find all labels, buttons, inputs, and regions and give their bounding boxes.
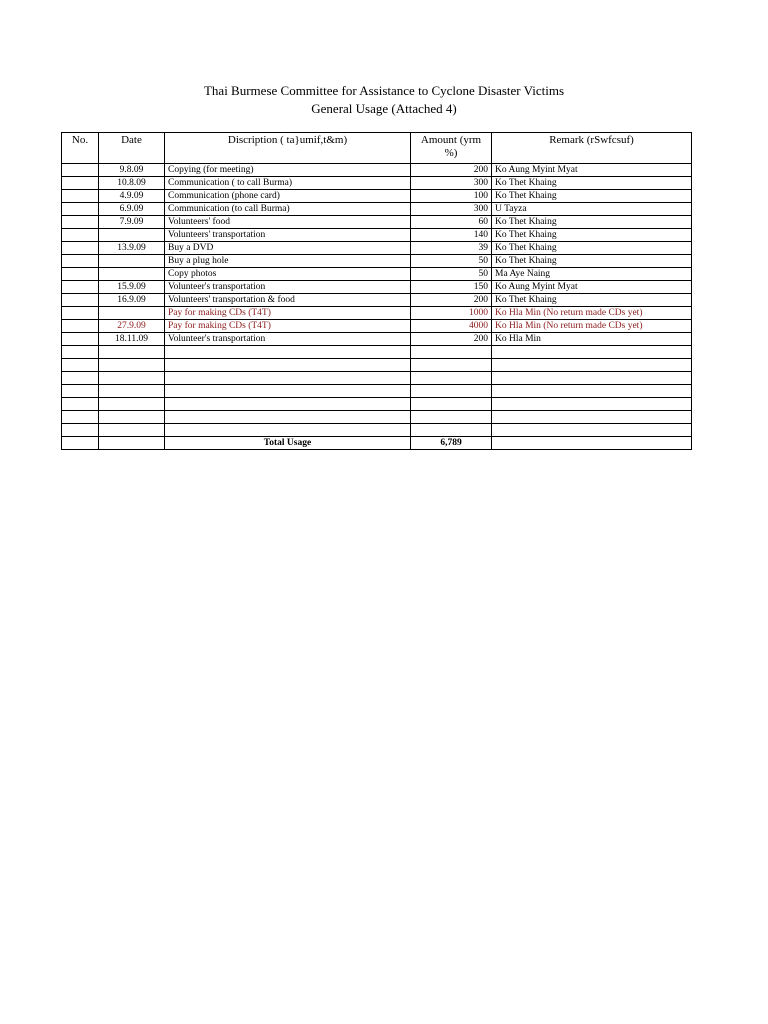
cell-description: Communication (phone card) — [165, 190, 411, 203]
cell-description: Communication ( to call Burma) — [165, 177, 411, 190]
cell-no — [62, 190, 99, 203]
cell-no — [62, 268, 99, 281]
cell-date — [99, 411, 165, 424]
table-row — [62, 229, 692, 242]
cell-no — [62, 333, 99, 346]
table-row — [62, 424, 692, 437]
cell-date — [99, 255, 165, 268]
cell-description: Pay for making CDs (T4T) — [165, 320, 411, 333]
cell-remark: Ko Thet Khaing — [492, 216, 692, 229]
cell-description — [165, 424, 411, 437]
cell-amount: 4000 — [411, 320, 492, 333]
cell-description: Copying (for meeting) — [165, 164, 411, 177]
cell-amount — [411, 346, 492, 359]
cell-no — [62, 372, 99, 385]
cell-date — [99, 268, 165, 281]
cell-amount — [411, 398, 492, 411]
cell-amount: 50 — [411, 268, 492, 281]
cell-amount — [411, 411, 492, 424]
cell-amount: 100 — [411, 190, 492, 203]
table-row — [62, 177, 692, 190]
total-remark-cell — [492, 437, 692, 450]
cell-amount — [411, 385, 492, 398]
cell-remark — [492, 385, 692, 398]
cell-no — [62, 398, 99, 411]
cell-remark — [492, 359, 692, 372]
cell-remark: Ko Hla Min — [492, 333, 692, 346]
cell-amount — [411, 372, 492, 385]
total-row — [62, 437, 692, 450]
column-header-no: No. — [62, 133, 99, 164]
cell-remark — [492, 346, 692, 359]
cell-description: Volunteers' transportation & food — [165, 294, 411, 307]
table-row — [62, 216, 692, 229]
cell-description: Volunteer's transportation — [165, 281, 411, 294]
cell-date: 7.9.09 — [99, 216, 165, 229]
cell-amount: 140 — [411, 229, 492, 242]
cell-no — [62, 307, 99, 320]
cell-no — [62, 359, 99, 372]
cell-no — [62, 255, 99, 268]
cell-no — [62, 411, 99, 424]
cell-date: 10.8.09 — [99, 177, 165, 190]
total-no-cell — [62, 437, 99, 450]
cell-amount: 300 — [411, 177, 492, 190]
cell-amount: 200 — [411, 294, 492, 307]
column-header-remark: Remark (rSwfcsuf) — [492, 133, 692, 164]
cell-description: Volunteer's transportation — [165, 333, 411, 346]
cell-no — [62, 177, 99, 190]
total-label: Total Usage — [165, 437, 411, 450]
table-row — [62, 398, 692, 411]
cell-no — [62, 385, 99, 398]
cell-date — [99, 424, 165, 437]
cell-remark — [492, 411, 692, 424]
cell-remark: Ko Hla Min (No return made CDs yet) — [492, 307, 692, 320]
cell-remark: Ko Thet Khaing — [492, 229, 692, 242]
document-subtitle: General Usage (Attached 4) — [311, 101, 457, 116]
cell-description — [165, 359, 411, 372]
cell-remark: Ko Thet Khaing — [492, 190, 692, 203]
table-row — [62, 333, 692, 346]
cell-date: 16.9.09 — [99, 294, 165, 307]
cell-description: Pay for making CDs (T4T) — [165, 307, 411, 320]
cell-date — [99, 385, 165, 398]
cell-date: 18.11.09 — [99, 333, 165, 346]
table-row — [62, 359, 692, 372]
table-row — [62, 294, 692, 307]
cell-no — [62, 424, 99, 437]
cell-no — [62, 242, 99, 255]
cell-amount: 39 — [411, 242, 492, 255]
cell-no — [62, 320, 99, 333]
cell-description: Communication (to call Burma) — [165, 203, 411, 216]
cell-date — [99, 359, 165, 372]
cell-remark — [492, 424, 692, 437]
cell-amount: 200 — [411, 164, 492, 177]
cell-no — [62, 164, 99, 177]
total-date-cell — [99, 437, 165, 450]
table-row — [62, 268, 692, 281]
cell-date: 15.9.09 — [99, 281, 165, 294]
table-header-row — [62, 133, 692, 164]
cell-date — [99, 346, 165, 359]
column-header-amount: Amount (yrm %) — [411, 133, 492, 164]
table-row — [62, 346, 692, 359]
cell-amount: 300 — [411, 203, 492, 216]
cell-amount: 1000 — [411, 307, 492, 320]
cell-description: Volunteers' food — [165, 216, 411, 229]
cell-description — [165, 346, 411, 359]
cell-amount: 50 — [411, 255, 492, 268]
document-header — [0, 82, 768, 118]
cell-no — [62, 203, 99, 216]
cell-remark: Ko Aung Myint Myat — [492, 281, 692, 294]
cell-remark: Ko Aung Myint Myat — [492, 164, 692, 177]
cell-no — [62, 229, 99, 242]
cell-remark: U Tayza — [492, 203, 692, 216]
table-row — [62, 320, 692, 333]
table-row — [62, 242, 692, 255]
cell-date: 9.8.09 — [99, 164, 165, 177]
cell-date: 13.9.09 — [99, 242, 165, 255]
document-title: Thai Burmese Committee for Assistance to Cyclone Disaster Victims — [203, 83, 565, 98]
table-row — [62, 190, 692, 203]
column-header-description: Discription ( ta}umif,t&m) — [165, 133, 411, 164]
cell-date: 27.9.09 — [99, 320, 165, 333]
table-row — [62, 411, 692, 424]
total-amount: 6,789 — [411, 437, 492, 450]
column-header-date: Date — [99, 133, 165, 164]
cell-amount: 200 — [411, 333, 492, 346]
cell-date — [99, 372, 165, 385]
cell-remark: Ko Thet Khaing — [492, 294, 692, 307]
usage-table — [61, 132, 692, 450]
cell-no — [62, 346, 99, 359]
cell-remark — [492, 398, 692, 411]
cell-date: 4.9.09 — [99, 190, 165, 203]
table-row — [62, 307, 692, 320]
cell-description — [165, 398, 411, 411]
cell-description — [165, 372, 411, 385]
cell-remark: Ko Hla Min (No return made CDs yet) — [492, 320, 692, 333]
cell-remark: Ma Aye Naing — [492, 268, 692, 281]
cell-amount: 60 — [411, 216, 492, 229]
cell-description — [165, 411, 411, 424]
cell-no — [62, 294, 99, 307]
table-row — [62, 203, 692, 216]
cell-amount: 150 — [411, 281, 492, 294]
cell-description: Copy photos — [165, 268, 411, 281]
cell-date — [99, 229, 165, 242]
cell-description — [165, 385, 411, 398]
cell-date: 6.9.09 — [99, 203, 165, 216]
cell-description: Volunteers' transportation — [165, 229, 411, 242]
cell-amount — [411, 359, 492, 372]
cell-amount — [411, 424, 492, 437]
table-row — [62, 372, 692, 385]
cell-remark — [492, 372, 692, 385]
cell-no — [62, 281, 99, 294]
table-row — [62, 255, 692, 268]
cell-remark: Ko Thet Khaing — [492, 242, 692, 255]
cell-no — [62, 216, 99, 229]
cell-description: Buy a DVD — [165, 242, 411, 255]
table-row — [62, 385, 692, 398]
cell-remark: Ko Thet Khaing — [492, 177, 692, 190]
cell-remark: Ko Thet Khaing — [492, 255, 692, 268]
cell-date — [99, 307, 165, 320]
cell-date — [99, 398, 165, 411]
cell-description: Buy a plug hole — [165, 255, 411, 268]
table-row — [62, 281, 692, 294]
table-row — [62, 164, 692, 177]
